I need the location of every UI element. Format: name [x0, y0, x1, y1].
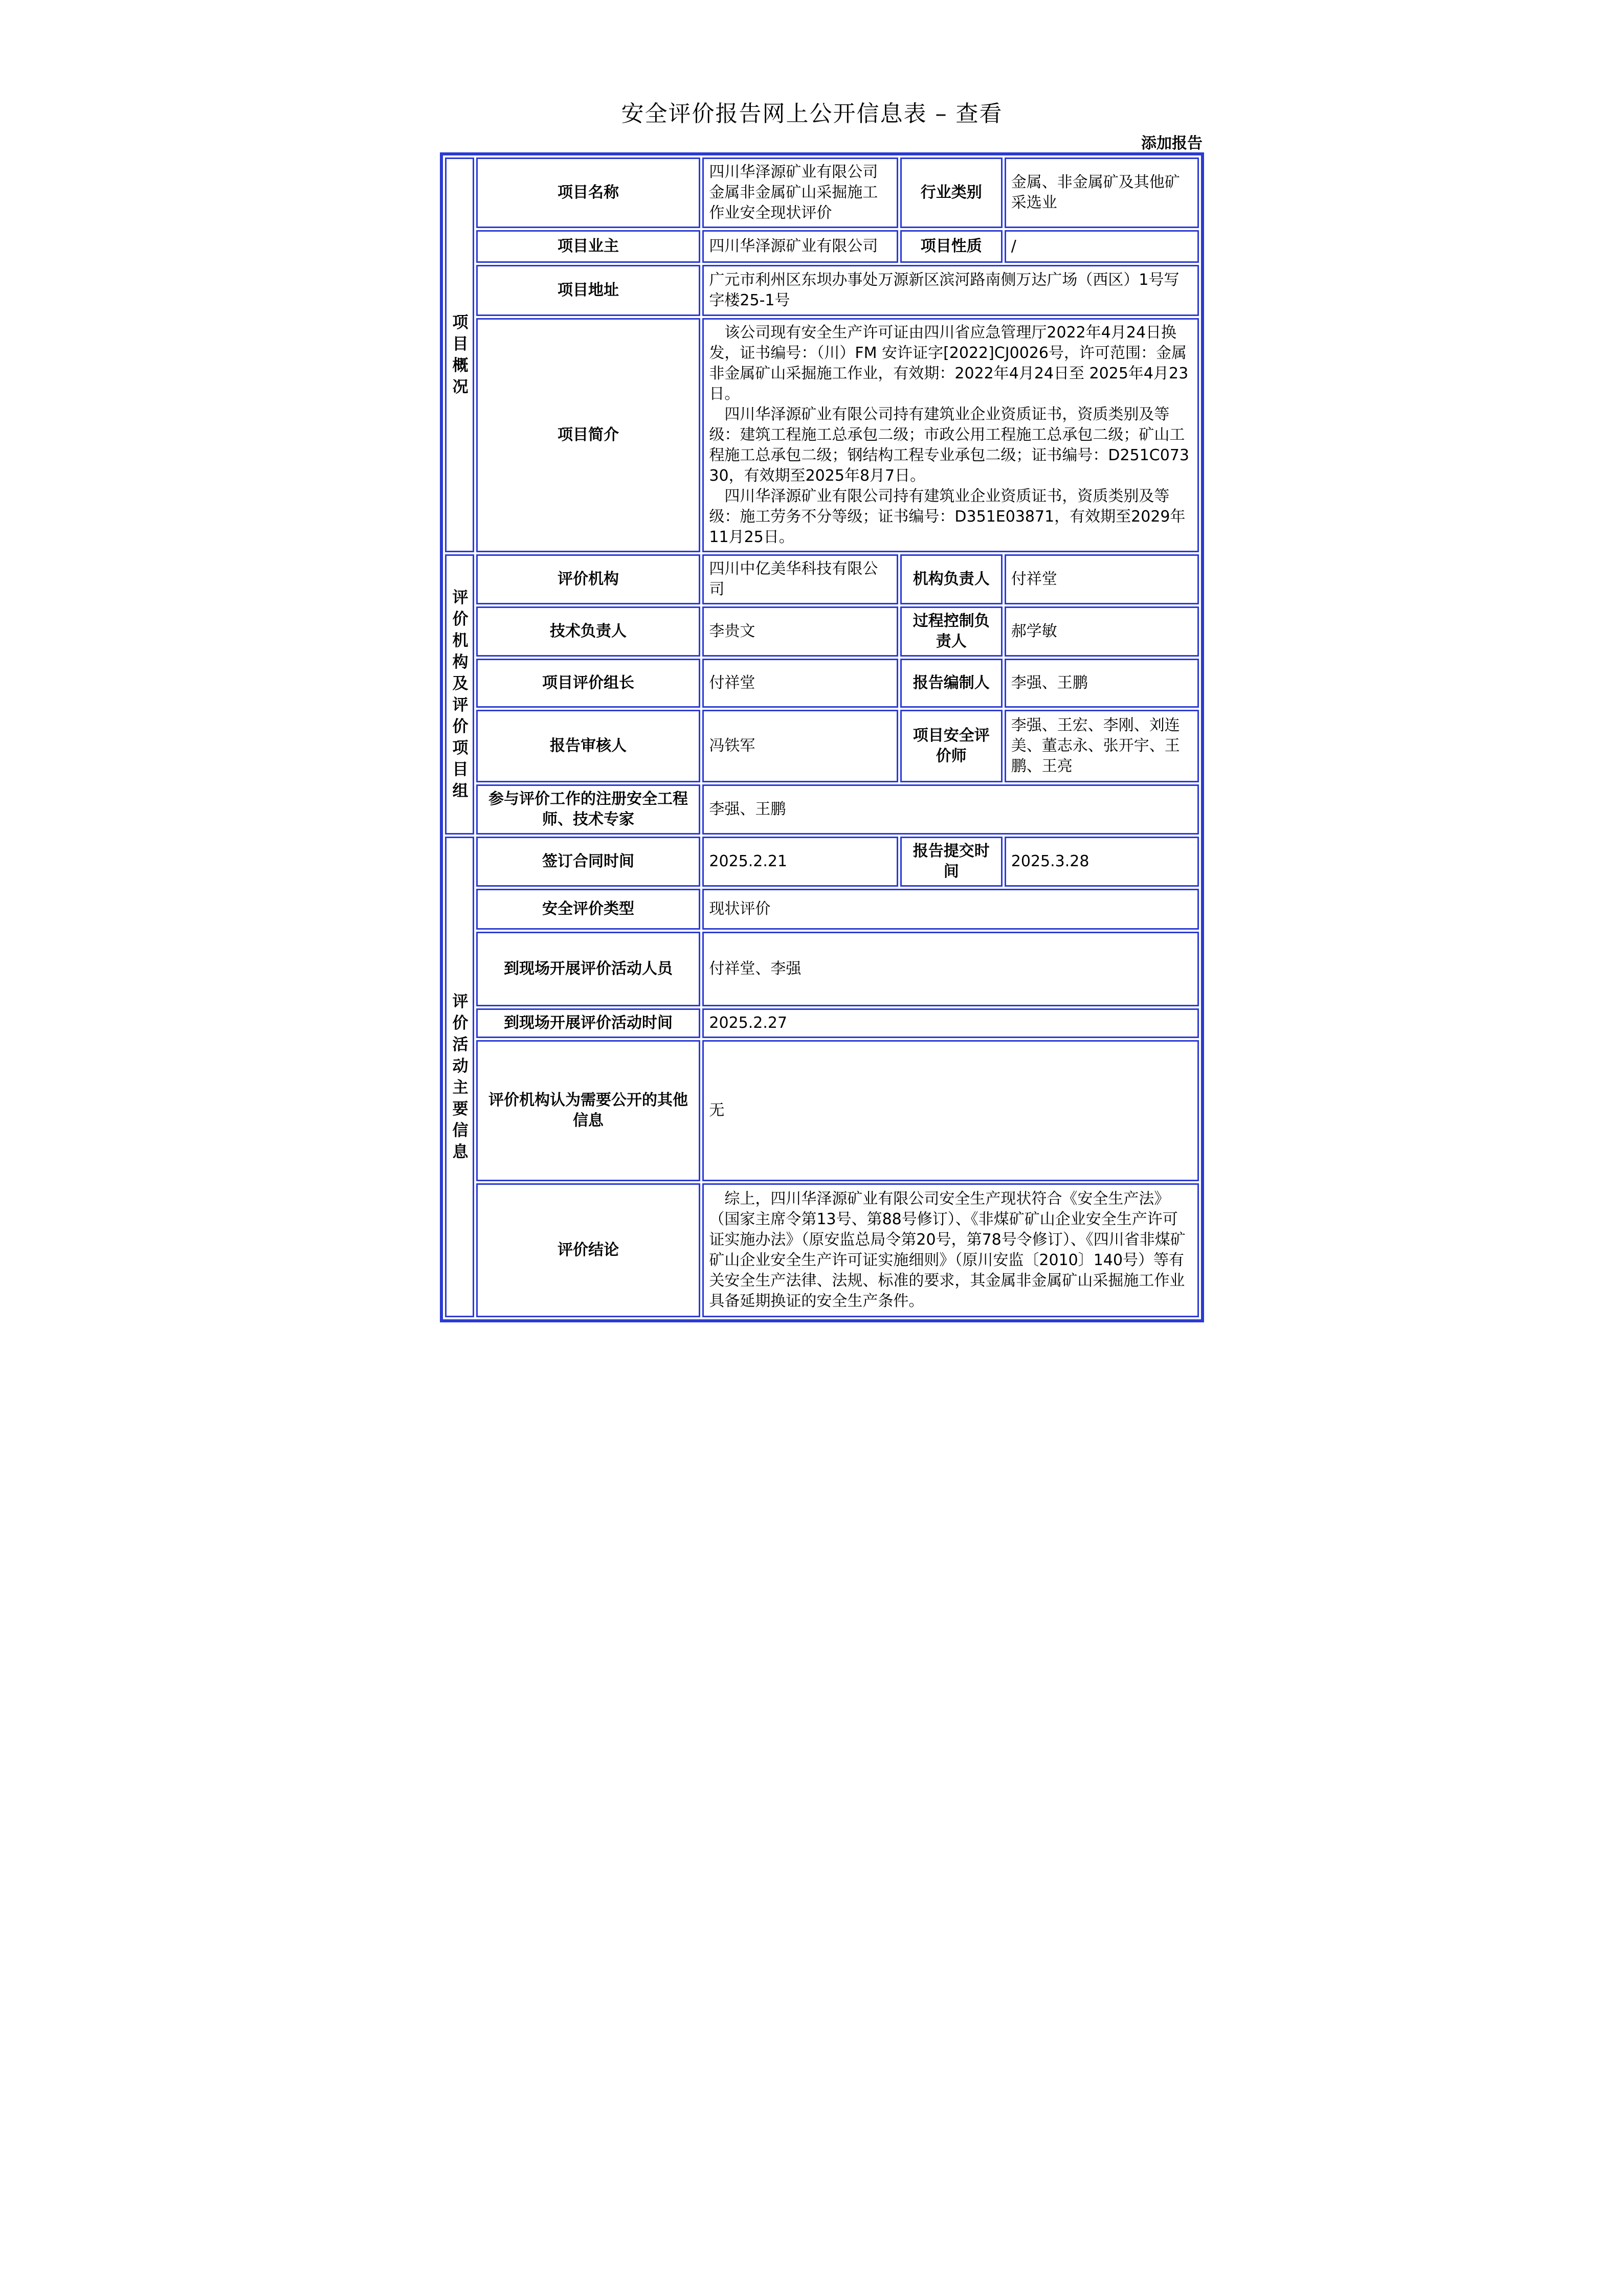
process-head-value: 郝学敏	[1005, 606, 1199, 657]
intro-paragraph: 四川华泽源矿业有限公司持有建筑业企业资质证书，资质类别及等级：施工劳务不分等级；证书编号：D351E03871，有效期至2029年11月25日。	[709, 487, 1186, 546]
contract-date-value: 2025.2.21	[702, 837, 898, 887]
org-label: 评价机构	[476, 554, 701, 604]
nature-value: /	[1005, 230, 1199, 263]
owner-label: 项目业主	[476, 230, 701, 263]
other-info-label: 评价机构认为需要公开的其他信息	[476, 1040, 701, 1181]
evaluators-value: 李强、王宏、李刚、刘连美、董志永、张开宇、王鹏、王亮	[1005, 710, 1199, 782]
conclusion-label: 评价结论	[476, 1183, 701, 1317]
experts-label: 参与评价工作的注册安全工程师、技术专家	[476, 784, 701, 835]
other-info-value: 无	[702, 1040, 1199, 1181]
conclusion-value: 综上，四川华泽源矿业有限公司安全生产现状符合《安全生产法》（国家主席令第13号、第88号修订）、《非煤矿矿山企业安全生产许可证实施办法》（原安监总局令第20号，第78号令修订）、《四川省非煤矿矿山企业安全生产许可证实施细则》（原川安监〔2010〕140号）等有关安全生产法律、法规、标准的要求，其金属非金属矿山采掘施工作业具备延期换证的安全生产条件。	[702, 1183, 1199, 1317]
onsite-date-label: 到现场开展评价活动时间	[476, 1008, 701, 1038]
intro-value	[702, 318, 1199, 552]
tech-head-value: 李贵文	[702, 606, 898, 657]
section-agency: 评价机构及评价项目组	[445, 554, 474, 835]
section-activity: 评价活动主要信息	[445, 837, 474, 1317]
onsite-people-value: 付祥堂、李强	[702, 932, 1199, 1006]
experts-value: 李强、王鹏	[702, 784, 1199, 835]
eval-type-value: 现状评价	[702, 889, 1199, 930]
nature-label: 项目性质	[900, 230, 1003, 263]
onsite-people-label: 到现场开展评价活动人员	[476, 932, 701, 1006]
intro-label: 项目简介	[476, 318, 701, 552]
org-head-label: 机构负责人	[900, 554, 1003, 604]
reviewer-label: 报告审核人	[476, 710, 701, 782]
info-table	[440, 152, 1204, 1322]
onsite-date-value: 2025.2.27	[702, 1008, 1199, 1038]
industry-value: 金属、非金属矿及其他矿采选业	[1005, 157, 1199, 228]
address-label: 项目地址	[476, 265, 701, 316]
reviewer-value: 冯铁军	[702, 710, 898, 782]
evaluators-label: 项目安全评价师	[900, 710, 1003, 782]
address-value: 广元市利州区东坝办事处万源新区滨河路南侧万达广场（西区）1号写字楼25-1号	[702, 265, 1199, 316]
contract-date-label: 签订合同时间	[476, 837, 701, 887]
process-head-label: 过程控制负责人	[900, 606, 1003, 657]
tech-head-label: 技术负责人	[476, 606, 701, 657]
team-leader-value: 付祥堂	[702, 659, 898, 708]
compiler-label: 报告编制人	[900, 659, 1003, 708]
submit-date-label: 报告提交时间	[900, 837, 1003, 887]
org-head-value: 付祥堂	[1005, 554, 1199, 604]
org-value: 四川中亿美华科技有限公司	[702, 554, 898, 604]
add-report-link[interactable]: 添加报告	[1141, 134, 1203, 152]
project-name-label: 项目名称	[476, 157, 701, 228]
intro-paragraph: 四川华泽源矿业有限公司持有建筑业企业资质证书，资质类别及等级：建筑工程施工总承包二级；市政公用工程施工总承包二级；矿山工程施工总承包二级；钢结构工程专业承包二级；证书编号：D251C07330，有效期至2025年8月7日。	[709, 406, 1189, 485]
section-overview: 项目概况	[445, 157, 474, 552]
project-name-value: 四川华泽源矿业有限公司金属非金属矿山采掘施工作业安全现状评价	[702, 157, 898, 228]
compiler-value: 李强、王鹏	[1005, 659, 1199, 708]
page-title: 安全评价报告网上公开信息表 – 查看	[621, 101, 1003, 127]
team-leader-label: 项目评价组长	[476, 659, 701, 708]
owner-value: 四川华泽源矿业有限公司	[702, 230, 898, 263]
intro-paragraph: 该公司现有安全生产许可证由四川省应急管理厅2022年4月24日换发，证书编号：（川）FM 安许证字[2022]CJ0026号，许可范围：金属非金属矿山采掘施工作业，有效期：2022年4月24日至 2025年4月23日。	[709, 324, 1189, 403]
submit-date-value: 2025.3.28	[1005, 837, 1199, 887]
eval-type-label: 安全评价类型	[476, 889, 701, 930]
industry-label: 行业类别	[900, 157, 1003, 228]
